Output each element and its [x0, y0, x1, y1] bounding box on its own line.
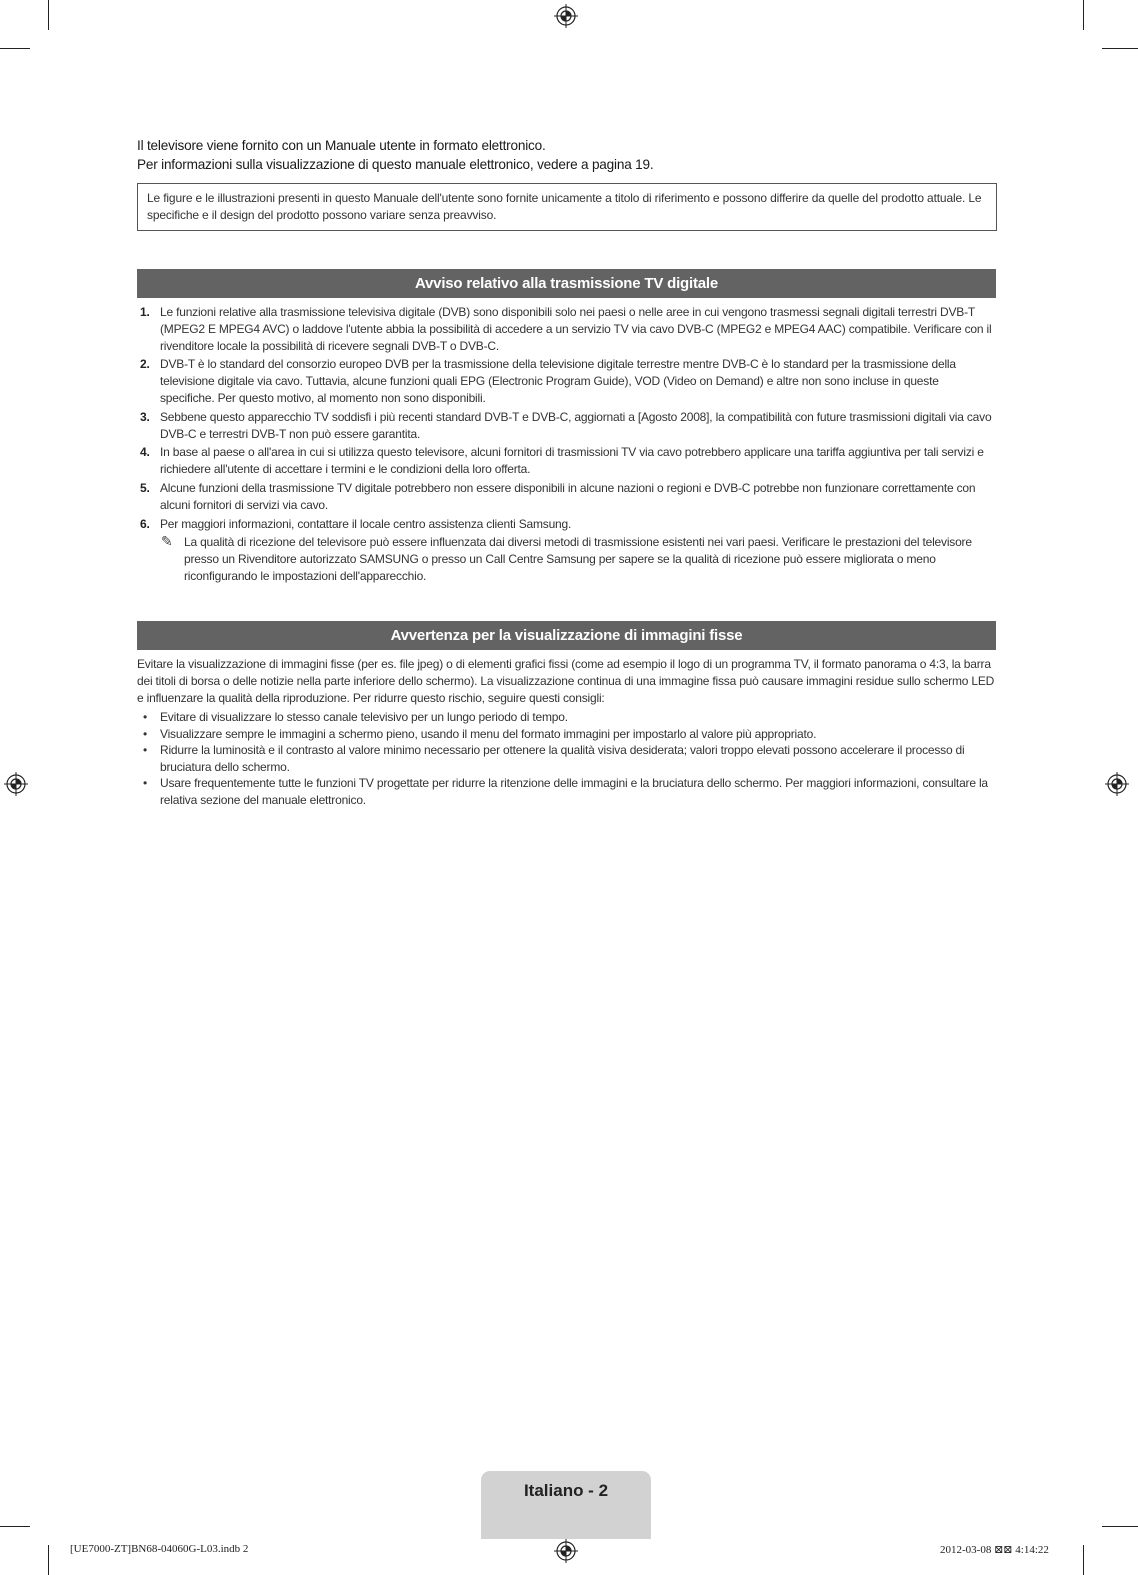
item-number: 1. [140, 305, 150, 319]
page-label: Italiano - 2 [523, 1481, 609, 1500]
item-text: Per maggiori informazioni, contattare il locale centro assistenza clienti Samsung. [160, 516, 572, 531]
bullet-icon: • [143, 776, 148, 791]
bullet-icon: • [143, 743, 148, 758]
tip-text: Ridurre la luminosità e il contrasto al valore minimo necessario per ottenere la qualità visiva desiderata; valori troppo elevati possono accelerare il processo di bruciatura dello schermo. [160, 743, 965, 774]
section-title-digital-broadcast: Avviso relativo alla trasmissione TV digitale [137, 269, 996, 298]
tip-text: Visualizzare sempre le immagini a schermo pieno, usando il menu del formato immagini per impostarlo al valore più appropriato. [160, 726, 817, 741]
crop-mark-bottom-left-horizontal [0, 1526, 30, 1527]
footer-timestamp: 2012-03-08 ⊠⊠ 4:14:22 [940, 1544, 1049, 1556]
tip-text: Usare frequentemente tutte le funzioni TV progettate per ridurre la ritenzione delle immagini e la bruciatura dello schermo. Per maggiori informazioni, consultare la relativa sezione del manuale elettronico. [160, 776, 988, 807]
list-item [137, 304, 992, 354]
registration-mark-icon [554, 4, 578, 28]
registration-mark-icon [1105, 772, 1129, 796]
still-images-tips [137, 709, 992, 809]
list-item [137, 409, 992, 443]
intro-line-2: Per informazioni sulla visualizzazione di questo manuale elettronico, vedere a pagina 19. [137, 157, 654, 172]
section-title-still-images: Avvertenza per la visualizzazione di immagini fisse [137, 621, 996, 650]
footer-file-info: [UE7000-ZT]BN68-04060G-L03.indb 2 [70, 1543, 249, 1555]
crop-mark-bottom-right-vertical [1083, 1545, 1084, 1575]
list-item [137, 709, 992, 726]
item-number: 3. [140, 409, 150, 424]
item-number: 4. [140, 445, 150, 460]
list-item [137, 726, 992, 743]
bullet-icon: • [143, 726, 148, 741]
tip-text: Evitare di visualizzare lo stesso canale televisivo per un lungo periodo di tempo. [160, 710, 568, 724]
list-item [137, 742, 992, 775]
crop-mark-top-right-vertical [1083, 0, 1084, 30]
item-text: Alcune funzioni della trasmissione TV digitale potrebbero non essere disponibili in alcune nazioni o regioni e DVB-C potrebbe non funzionare correttamente con alcuni fornitori di servizi via cavo. [160, 480, 976, 512]
list-item [137, 480, 992, 514]
digital-broadcast-list [137, 304, 992, 585]
item-number: 5. [140, 480, 150, 495]
intro-line-1: Il televisore viene fornito con un Manuale utente in formato elettronico. [137, 138, 546, 153]
crop-mark-bottom-right-horizontal [1102, 1526, 1138, 1527]
item-text: DVB-T è lo standard del consorzio europeo DVB per la trasmissione della televisione digitale terrestre mentre DVB-C è lo standard per la trasmissione della televisione digitale via cavo. Tuttavia, alcune funzioni quali EPG (Electronic Program Guide), VOD (Video on Demand) e altre non sono incluse in queste specifiche. Per questo motivo, al momento non sono disponibili. [160, 357, 956, 405]
crop-mark-top-left-vertical [48, 0, 49, 30]
disclaimer-box: Le figure e le illustrazioni presenti in questo Manuale dell'utente sono fornite unicamente a titolo di riferimento e possono differire da quelle del prodotto attuale. Le specifiche e il design del prodotto possono variare senza preavviso. [137, 183, 997, 231]
page-number-tab [481, 1471, 651, 1539]
registration-mark-icon [554, 1539, 578, 1563]
bullet-icon: • [143, 710, 148, 724]
item-text: Sebbene questo apparecchio TV soddisfi i più recenti standard DVB-T e DVB-C, aggiornati a [Agosto 2008], la compatibilità con future trasmissioni digitali via cavo DVB-C e terrestri DVB-T non può essere garantita. [160, 409, 992, 441]
list-item [137, 775, 992, 808]
crop-mark-top-right-horizontal [1102, 48, 1138, 49]
item-number: 6. [140, 516, 150, 531]
reception-note [160, 534, 992, 584]
registration-mark-icon [4, 772, 28, 796]
item-number: 2. [140, 357, 150, 372]
list-item [137, 516, 992, 533]
pencil-note-icon: ✎ [161, 533, 173, 550]
note-text: La qualità di ricezione del televisore può essere influenzata dai diversi metodi di trasmissione esistenti nei vari paesi. Verificare le prestazioni del televisore presso un Rivenditore autorizzato SAMSUNG o presso un Call Centre Samsung per sapere se la qualità di ricezione può essere migliorata o meno riconfigurando le impostazioni dell'apparecchio. [184, 535, 972, 583]
item-text: In base al paese o all'area in cui si utilizza questo televisore, alcuni fornitori di trasmissioni TV via cavo potrebbero applicare una tariffa aggiuntiva per tali servizi e richiedere all'utente di accettare i termini e le condizioni della loro offerta. [160, 445, 984, 477]
intro-text [137, 136, 997, 174]
list-item [137, 444, 992, 478]
item-text: Le funzioni relative alla trasmissione televisiva digitale (DVB) sono disponibili solo nei paesi o nelle aree in cui vengono trasmessi segnali digitali terrestri DVB-T (MPEG2 E MPEG4 AVC) o laddove l'utente abbia la possibilità di accedere a un servizio TV via cavo DVB-C (MPEG2 e MPEG4 AAC) compatibile. Verificare con il rivenditore locale la possibilità di ricevere segnali DVB-T o DVB-C. [160, 305, 992, 353]
still-images-paragraph: Evitare la visualizzazione di immagini fisse (per es. file jpeg) o di elementi grafici fissi (come ad esempio il logo di un programma TV, il formato panorama o 4:3, la barra dei titoli di borsa o delle notizie nella parte inferiore dello schermo). La visualizzazione continua di una immagine fissa può causare immagini residue sullo schermo LED e influenzare la qualità della riproduzione. Per ridurre questo rischio, seguire questi consigli: [137, 657, 995, 705]
crop-mark-bottom-left-vertical [48, 1545, 49, 1575]
crop-mark-top-left-horizontal [0, 48, 30, 49]
list-item [137, 356, 992, 406]
